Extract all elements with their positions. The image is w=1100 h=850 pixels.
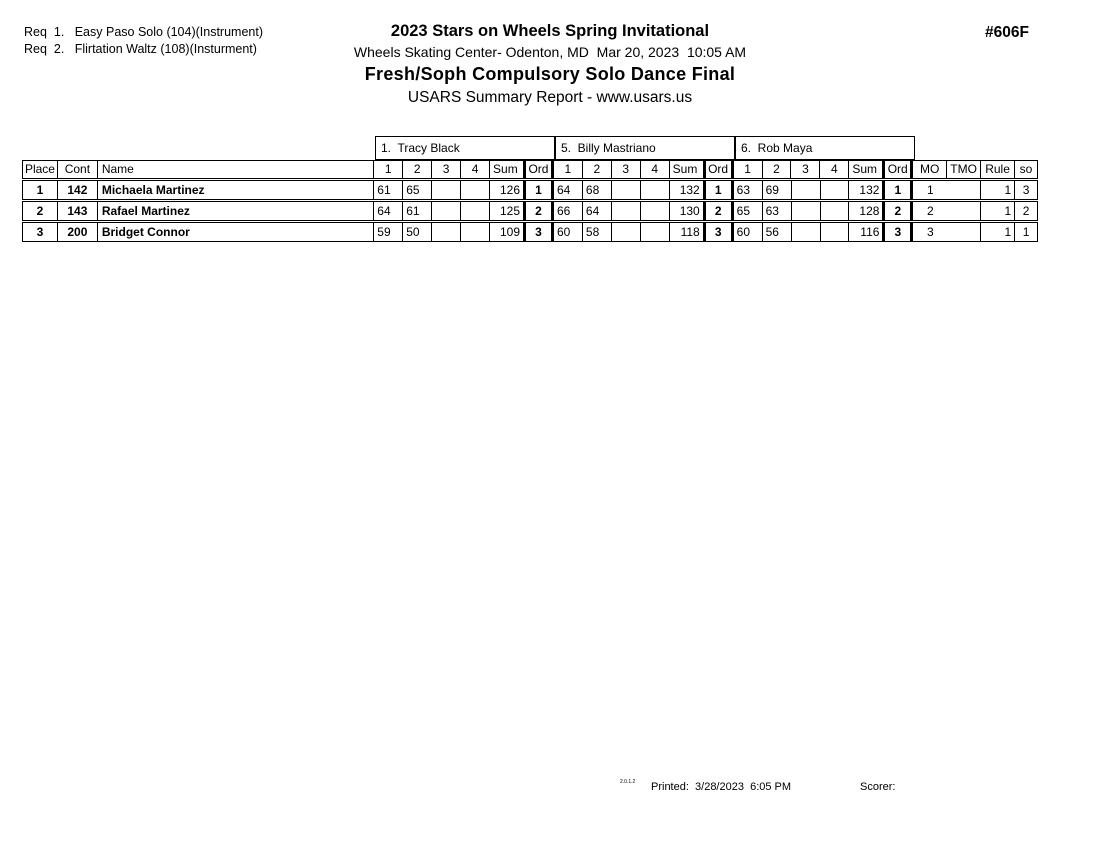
judge-name-box-3: 6. Rob Maya [735, 136, 915, 160]
score-cell: 66 [554, 202, 583, 220]
score-cell [821, 181, 850, 199]
rule-cell: 1 [981, 202, 1015, 220]
sum-cell: 125 [499, 204, 521, 218]
score-cell: 60 [734, 223, 763, 241]
score-cell: 65 [734, 202, 763, 220]
place-cell: 3 [23, 223, 58, 241]
so-cell: 3 [1022, 183, 1030, 197]
event-number: #606F [985, 24, 1029, 41]
printed-timestamp: Printed: 3/28/2023 6:05 PM [651, 781, 792, 793]
ordinal-cell: 2 [703, 202, 734, 220]
score-cell: 59 [374, 223, 403, 241]
ordinal-cell: 2 [523, 202, 554, 220]
results-table [22, 136, 1038, 242]
sum-cell: 118 [680, 225, 700, 239]
rule-cell: 1 [981, 223, 1015, 241]
division-title: Fresh/Soph Compulsory Solo Dance Final [364, 64, 736, 84]
col-header-score: 3 [612, 161, 641, 178]
cont-number-cell: 143 [58, 202, 98, 220]
score-cell [641, 181, 670, 199]
scorer-label: Scorer: [860, 781, 896, 793]
col-header-score: 1 [734, 161, 763, 178]
score-cell: 64 [374, 202, 403, 220]
score-cell: 58 [583, 223, 612, 241]
judges-header-row [22, 136, 1038, 160]
col-header-score: 4 [820, 161, 849, 178]
result-row [22, 180, 1038, 200]
col-header-ord: Ord [523, 161, 554, 178]
result-row [22, 201, 1038, 221]
col-header-place: Place [23, 161, 58, 178]
col-header-rule: Rule [981, 161, 1015, 178]
score-cell [612, 202, 641, 220]
judges-row-spacer [22, 136, 375, 160]
competition-title: 2023 Stars on Wheels Spring Invitational [390, 22, 710, 40]
col-header-score: 2 [583, 161, 612, 178]
judge-name-box-2: 5. Billy Mastriano [555, 136, 735, 160]
sum-cell: 132 [679, 183, 700, 197]
score-cell [792, 223, 821, 241]
score-cell: 68 [583, 181, 612, 199]
score-cell: 63 [734, 181, 763, 199]
score-cell: 61 [374, 181, 403, 199]
score-cell [792, 202, 821, 220]
sum-cell: 109 [499, 225, 521, 239]
score-cell: 65 [403, 181, 432, 199]
score-cell [432, 223, 461, 241]
score-cell [612, 181, 641, 199]
score-cell [792, 181, 821, 199]
mo-cell: 3 [926, 225, 934, 239]
software-version: 2.0.1.2 [620, 779, 636, 785]
col-header-ord: Ord [703, 161, 734, 178]
col-header-score: 3 [432, 161, 461, 178]
col-header-name: Name [98, 161, 374, 178]
skater-name-cell: Michaela Martinez [98, 181, 374, 199]
col-header-score: 1 [374, 161, 403, 178]
score-cell: 64 [554, 181, 583, 199]
score-cell [641, 202, 670, 220]
score-cell [461, 181, 490, 199]
skater-name-cell: Rafael Martinez [98, 202, 374, 220]
sum-cell: 128 [859, 204, 880, 218]
col-header-score: 2 [403, 161, 432, 178]
col-header-score: 2 [763, 161, 792, 178]
score-cell [821, 202, 850, 220]
sum-cell: 132 [859, 183, 880, 197]
cont-number-cell: 142 [58, 181, 98, 199]
so-cell: 2 [1022, 204, 1030, 218]
col-header-score: 1 [554, 161, 583, 178]
so-cell: 1 [1022, 225, 1030, 239]
score-cell: 64 [583, 202, 612, 220]
col-header-score: 3 [791, 161, 820, 178]
ordinal-cell: 1 [523, 181, 554, 199]
judge-name-box-1: 1. Tracy Black [375, 136, 555, 160]
sum-cell: 116 [860, 225, 880, 239]
ordinal-cell: 3 [523, 223, 554, 241]
score-cell [821, 223, 850, 241]
col-header-mo: MO [913, 161, 947, 178]
result-row [22, 222, 1038, 242]
skater-name-cell: Bridget Connor [98, 223, 374, 241]
rule-cell: 1 [981, 181, 1015, 199]
tmo-cell [947, 202, 981, 220]
score-cell: 61 [403, 202, 432, 220]
col-header-score: 4 [641, 161, 670, 178]
sum-cell: 126 [499, 183, 521, 197]
tmo-cell [947, 223, 981, 241]
score-cell: 50 [403, 223, 432, 241]
mo-cell: 2 [926, 204, 934, 218]
score-cell [461, 202, 490, 220]
col-header-cont: Cont [58, 161, 98, 178]
report-type-line: USARS Summary Report - www.usars.us [407, 89, 693, 106]
ordinal-cell: 2 [882, 202, 913, 220]
col-header-ord: Ord [882, 161, 913, 178]
sum-cell: 130 [679, 204, 700, 218]
score-cell [432, 181, 461, 199]
venue-date-line: Wheels Skating Center- Odenton, MD Mar 20, 2023 10:05 AM [353, 44, 747, 60]
score-cell [461, 223, 490, 241]
place-cell: 2 [23, 202, 58, 220]
report-header [0, 20, 1100, 110]
score-cell: 56 [763, 223, 792, 241]
col-header-sum: Sum [672, 162, 698, 176]
score-cell: 63 [763, 202, 792, 220]
tmo-cell [947, 181, 981, 199]
col-header-sum: Sum [493, 162, 518, 176]
col-header-so: so [1019, 162, 1033, 176]
req-line-1: Req 1. Easy Paso Solo (104)(Instrument) [24, 25, 263, 39]
score-cell: 60 [554, 223, 583, 241]
report-footer [0, 781, 1100, 801]
cont-number-cell: 200 [58, 223, 98, 241]
req-line-2: Req 2. Flirtation Waltz (108)(Insturment) [24, 42, 257, 56]
ordinal-cell: 3 [703, 223, 734, 241]
ordinal-cell: 1 [882, 181, 913, 199]
score-cell: 69 [763, 181, 792, 199]
table-header-row [22, 160, 1038, 179]
col-header-sum: Sum [852, 162, 877, 176]
place-cell: 1 [23, 181, 58, 199]
ordinal-cell: 1 [703, 181, 734, 199]
ordinal-cell: 3 [882, 223, 913, 241]
score-cell [641, 223, 670, 241]
score-cell [612, 223, 641, 241]
col-header-score: 4 [461, 161, 490, 178]
col-header-tmo: TMO [947, 161, 981, 178]
mo-cell: 1 [926, 183, 934, 197]
score-cell [432, 202, 461, 220]
